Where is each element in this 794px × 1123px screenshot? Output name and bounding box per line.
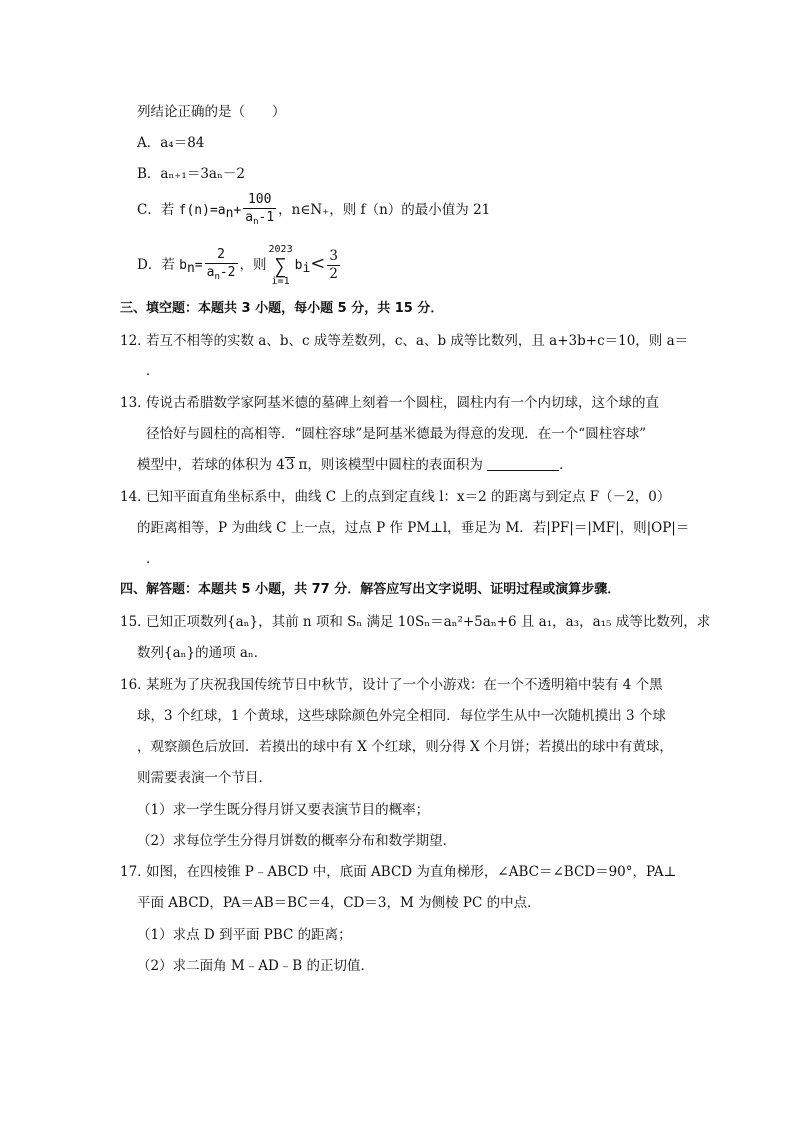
q11-option-d (137, 240, 342, 293)
option-d-bn-sub: n (186, 261, 195, 276)
option-c-label: C．若 (137, 202, 175, 218)
q14-line1: 已知平面直角坐标系中，曲线 C 上的点到定直线 l：x＝2 的距离与到定点 F（－2，0） (146, 489, 671, 505)
option-b-label: B． (137, 166, 161, 182)
sqrt-three: 3 (285, 457, 295, 473)
option-d-den-tail: -2 (219, 264, 236, 280)
q12-line1: 若互不相等的实数 a、b、c 成等差数列，c、a、b 成等比数列，且 a+3b+c＝10，则 a＝ (146, 333, 689, 349)
q13-number: 13． (120, 395, 151, 411)
q16-line1: 某班为了庆祝我国传统节日中秋节，设计了一个小游戏：在一个不透明箱中装有 4 个黑 (146, 677, 663, 693)
less-than: < (310, 253, 326, 274)
q16-line3: ，观察颜色后放回．若摸出的球中有 X 个红球，则分得 X 个月饼；若摸出的球中有黄球， (137, 739, 673, 755)
option-c-fn-sub: n (225, 206, 234, 221)
q13-line3 (137, 455, 573, 475)
option-d-then: ，则 (239, 257, 267, 273)
q16-line4: 则需要表演一个节目． (137, 770, 272, 786)
sum-lower: i=1 (271, 275, 290, 287)
q15-line1: 已知正项数列{aₙ}，其前 n 项和 Sₙ 满足 10Sₙ＝aₙ²+5aₙ+6 且 a₁，a₃，a₁₅ 成等比数列，求 (146, 614, 711, 630)
q13-line2: 径恰好与圆柱的高相等．“圆柱容球”是阿基米德最为得意的发现．在一个“圆柱容球” (146, 426, 647, 442)
q17-number: 17． (120, 864, 151, 880)
q16-sub1: （1）求一学生既分得月饼又要表演节目的概率； (137, 802, 430, 818)
q14-line3: ． (146, 551, 160, 567)
rhs-numerator: 3 (329, 248, 338, 264)
q13-line3-a: 模型中，若球的体积为 4 (137, 457, 285, 473)
option-d-eq: = (194, 258, 203, 273)
q11-tail: 列结论正确的是（ ） (137, 104, 286, 120)
q17-sub2: （2）求二面角 M﹣AD﹣B 的正切值． (137, 958, 374, 974)
option-c-fn: f(n)=a (178, 203, 226, 218)
q17-line2: 平面 ABCD，PA＝AB＝BC＝4，CD＝3，M 为侧棱 PC 的中点． (137, 895, 541, 911)
option-c-den: a (245, 209, 254, 225)
q17-sub1: （1）求点 D 到平面 PBC 的距离； (137, 927, 352, 943)
option-c-fraction (243, 191, 276, 231)
q14-number: 14． (120, 489, 151, 505)
q15-number: 15． (120, 614, 151, 630)
option-d-bn: b (179, 258, 187, 273)
option-a-text: a₄＝84 (160, 135, 205, 151)
option-d-numerator: 2 (205, 246, 238, 264)
sum-term-sub: i (302, 261, 311, 276)
q12-number: 12． (120, 333, 151, 349)
q16-number: 16． (120, 677, 151, 693)
option-c-numerator: 100 (243, 191, 276, 209)
q16-sub2: （2）求每位学生分得月饼数的概率分布和数学期望． (137, 833, 457, 849)
option-c-den-sub: n (253, 216, 259, 227)
q14-line2: 的距离相等，P 为曲线 C 上一点，过点 P 作 PM⊥l，垂足为 M．若|PF|＝|MF|，则|OP|＝ (137, 520, 690, 536)
section-4-heading: 四、解答题：本题共 5 小题，共 77 分．解答应写出文字说明、证明过程或演算步骤． (120, 582, 621, 597)
q17-line1: 如图，在四棱锥 P﹣ABCD 中，底面 ABCD 为直角梯形，∠ABC＝∠BCD＝90°，PA⊥ (146, 864, 677, 880)
q15-line2: 数列{aₙ}的通项 aₙ． (137, 645, 268, 661)
option-d-fraction (205, 246, 238, 286)
sum-term: b (294, 258, 303, 273)
q12-line2: ． (146, 363, 160, 379)
option-d-sum (269, 244, 293, 288)
option-d-label: D．若 (137, 257, 175, 273)
option-c-rest: ，n∈N₊，则 f（n）的最小值为 21 (278, 202, 491, 218)
section-3-heading: 三、填空题：本题共 3 小题，每小题 5 分，共 15 分． (120, 301, 444, 316)
q11-option-c: C．若 $f(n)=a_n+$ $\frac{100}{a_n-1}$ ，n∈N₊，则 f（n）的最小值为 21 (137, 190, 490, 234)
rhs-denominator: 2 (329, 266, 338, 282)
q11-option-b (137, 164, 245, 184)
option-d-rhs-fraction (327, 248, 340, 283)
answer-blank (487, 456, 559, 471)
option-c-den-tail: -1 (258, 209, 275, 225)
q13-line3-c: ． (559, 457, 573, 473)
sum-upper: 2023 (268, 243, 293, 255)
option-d-den: a (206, 264, 215, 280)
sum-symbol: ∑ (274, 253, 287, 278)
option-b-text: aₙ₊₁＝3aₙ－2 (160, 166, 245, 182)
option-d-den-sub: n (214, 271, 220, 282)
q13-line3-b: ，则该模型中圆柱的表面积为 (307, 457, 483, 473)
q11-option-a (137, 133, 204, 153)
q13-line1: 传说古希腊数学家阿基米德的墓碑上刻着一个圆柱，圆柱内有一个内切球，这个球的直 (146, 395, 659, 411)
option-a-label: A． (137, 135, 161, 151)
q16-line2: 球，3 个红球，1 个黄球，这些球除颜色外完全相同．每位学生从中一次随机摸出 3 个球 (137, 708, 666, 724)
pi-symbol: π (298, 457, 308, 473)
